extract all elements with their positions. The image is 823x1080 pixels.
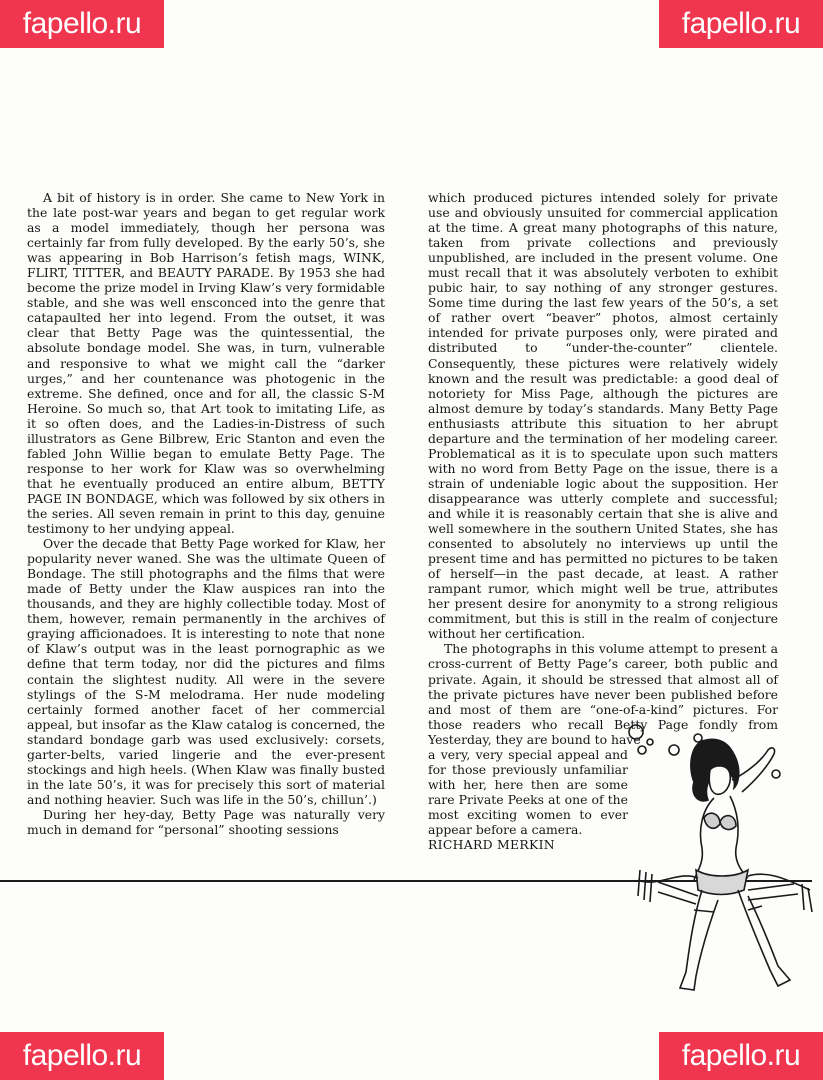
watermark-top-left: fapello.ru	[0, 0, 164, 48]
author-signature: RICHARD MERKIN	[428, 837, 555, 853]
paragraph-private-sessions: which produced pictures intended solely for private use and obviously unsuited for commercial application at the time. A great many photographs of this nature, taken from private collections and previously unpublished, are included in the present volume. One must recall that it was absolutely verboten to exhibit pubic hair, to say nothing of any stronger gestures. Some time during the last few years of the 50’s, a set of rather overt “beaver” photos, almost certainly intended for private purposes only, were pirated and distributed to “under-the-counter” clientele. Consequently, these pictures were relatively widely known and the result was predictable: a good deal of notoriety for Miss Page, although the pictures are almost demure by today’s standards. Many Betty Page enthusiasts attribute this situation to her abrupt departure and the termination of her modeling career. Problematical as it is to speculate upon such matters with no word from Betty Page on the issue, there is a strain of undeniable logic about the supposition. Her disappearance was utterly complete and successful; and while it is reasonably certain that she is alive and well somewhere in the southern United States, she has consented to absolutely no interviews up until the present time and has permitted no pictures to be taken of herself—in the past decade, at least. A rather rampant rumor, which might well be true, attributes her present desire for anonymity to a strong religious commitment, but this is still in the realm of conjecture without her certification.	[428, 190, 778, 642]
pinup-illustration	[598, 720, 820, 1000]
watermark-top-right: fapello.ru	[659, 0, 823, 48]
watermark-bottom-left: fapello.ru	[0, 1032, 164, 1080]
paragraph-popularity: Over the decade that Betty Page worked for Klaw, her popularity never waned. She was the ultimate Queen of Bondage. The still photographs and the films that were made of Betty under the Klaw auspices ran into the thousands, and they are highly collectible today. Most of them, however, remain permanently in the archives of graying afficionadoes. It is interesting to note that none of Klaw’s output was in the least pornographic as we define that term today, nor did the pictures and films contain the slightest nudity. All were in the severe stylings of the S-M melodrama. Her nude modeling certainly formed another facet of her commercial appeal, but insofar as the Klaw catalog is concerned, the standard bondage garb was used exclusively: corsets, garter-belts, varied lingerie and the ever-present stockings and high heels. (When Klaw was finally busted in the late 50’s, it was for precisely this sort of material and nothing heavier. Such was life in the 50’s, chillun’.)	[27, 536, 385, 807]
paragraph-hey-day: During her hey-day, Betty Page was naturally very much in demand for “personal” shooting sessions	[27, 806, 385, 837]
article-left-column	[27, 190, 385, 837]
paragraph-photographs: The photographs in this volume attempt to present a cross-current of Betty Page’s career, both public and private. Again, it should be stressed that almost all of the private pictures have never been published before and most of them are “one-of-a-kind” pictures. For those readers who recall Betty Page fondly from Yesterday, they are bound to have	[428, 641, 778, 747]
paragraph-closing: a very, very special appeal and for those previously unfamiliar with her, here then are some rare Private Peeks at one of the most exciting women to ever appear before a camera.	[428, 746, 628, 837]
watermark-bottom-right: fapello.ru	[659, 1032, 823, 1080]
paragraph-history: A bit of history is in order. She came to New York in the late post-war years and began to get regular work as a model immediately, though her persona was certainly far from fully developed. By the early 50’s, she was appearing in Bob Harrison’s fetish mags, WINK, FLIRT, TITTER, and BEAUTY PARADE. By 1953 she had become the prize model in Irving Klaw’s very formidable stable, and she was well ensconced into the genre that catapaulted her into legend. From the outset, it was clear that Betty Page was the quintessential, the absolute bondage model. She was, in turn, vulnerable and responsive to what we might call the “darker urges,” and her countenance was photogenic in the extreme. She defined, once and for all, the classic S-M Heroine. So much so, that Art took to imitating Life, as it so often does, and the Ladies-in-Distress of such illustrators as Gene Bilbrew, Eric Stanton and even the fabled John Willie began to emulate Betty Page. The response to her work for Klaw was so overwhelming that he eventually produced an entire album, BETTY PAGE IN BONDAGE, which was followed by six others in the series. All seven remain in print to this day, genuine testimony to her undying appeal.	[27, 190, 385, 537]
